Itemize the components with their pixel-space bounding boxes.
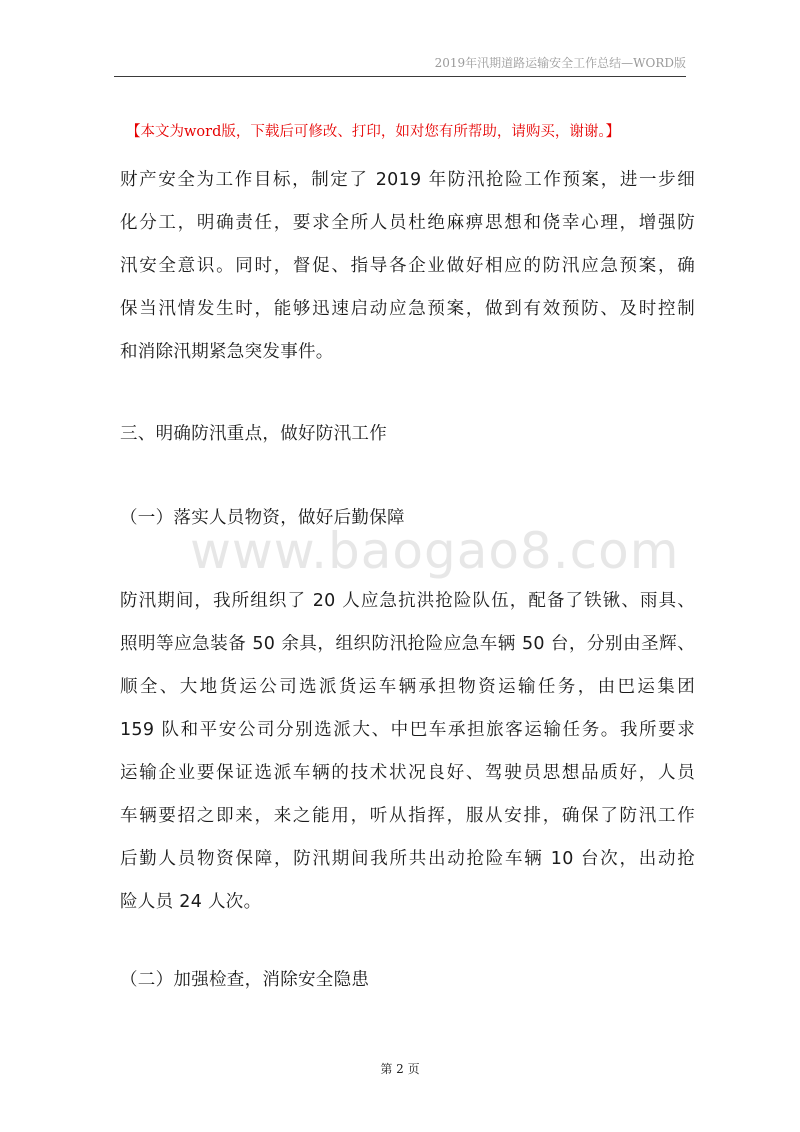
document-header-title: 2019年汛期道路运输安全工作总结—WORD版 bbox=[434, 56, 686, 70]
paragraph-line: 车辆要招之即来，来之能用，听从指挥，服从安排，确保了防汛工作 bbox=[120, 806, 695, 826]
paragraph-line: 财产安全为工作目标，制定了 2019 年防汛抢险工作预案，进一步细 bbox=[120, 170, 695, 190]
paragraph-flood-plan bbox=[120, 159, 695, 374]
subsection-heading-2: （二）加强检查，消除安全隐患 bbox=[120, 970, 370, 990]
paragraph-line: 防汛期间，我所组织了 20 人应急抗洪抢险队伍，配备了铁锹、雨具、 bbox=[120, 591, 695, 611]
subsection-heading-1: （一）落实人员物资，做好后勤保障 bbox=[120, 508, 405, 528]
section-heading-3: 三、明确防汛重点，做好防汛工作 bbox=[120, 424, 387, 444]
header-divider bbox=[114, 76, 686, 77]
paragraph-line: 汛安全意识。同时，督促、指导各企业做好相应的防汛应急预案，确 bbox=[120, 256, 695, 276]
paragraph-line: 后勤人员物资保障，防汛期间我所共出动抢险车辆 10 台次，出动抢 bbox=[120, 849, 695, 869]
page-number: 第 2 页 bbox=[380, 1062, 420, 1076]
paragraph-line: 159 队和平安公司分别选派大、中巴车承担旅客运输任务。我所要求 bbox=[120, 720, 695, 740]
paragraph-logistics bbox=[120, 580, 695, 924]
download-notice: 【本文为word版，下载后可修改、打印，如对您有所帮助，请购买，谢谢。】 bbox=[126, 124, 621, 140]
paragraph-line: 运输企业要保证选派车辆的技术状况良好、驾驶员思想品质好，人员 bbox=[120, 763, 695, 783]
paragraph-line: 险人员 24 人次。 bbox=[120, 892, 262, 912]
paragraph-line: 顺全、大地货运公司选派货运车辆承担物资运输任务，由巴运集团 bbox=[120, 677, 695, 697]
paragraph-line: 和消除汛期紧急突发事件。 bbox=[120, 342, 334, 362]
watermark-text: www.baogao8.com bbox=[190, 522, 680, 580]
paragraph-line: 保当汛情发生时，能够迅速启动应急预案，做到有效预防、及时控制 bbox=[120, 299, 695, 319]
paragraph-line: 照明等应急装备 50 余具，组织防汛抢险应急车辆 50 台，分别由圣辉、 bbox=[120, 634, 695, 654]
paragraph-line: 化分工，明确责任，要求全所人员杜绝麻痹思想和侥幸心理，增强防 bbox=[120, 213, 695, 233]
